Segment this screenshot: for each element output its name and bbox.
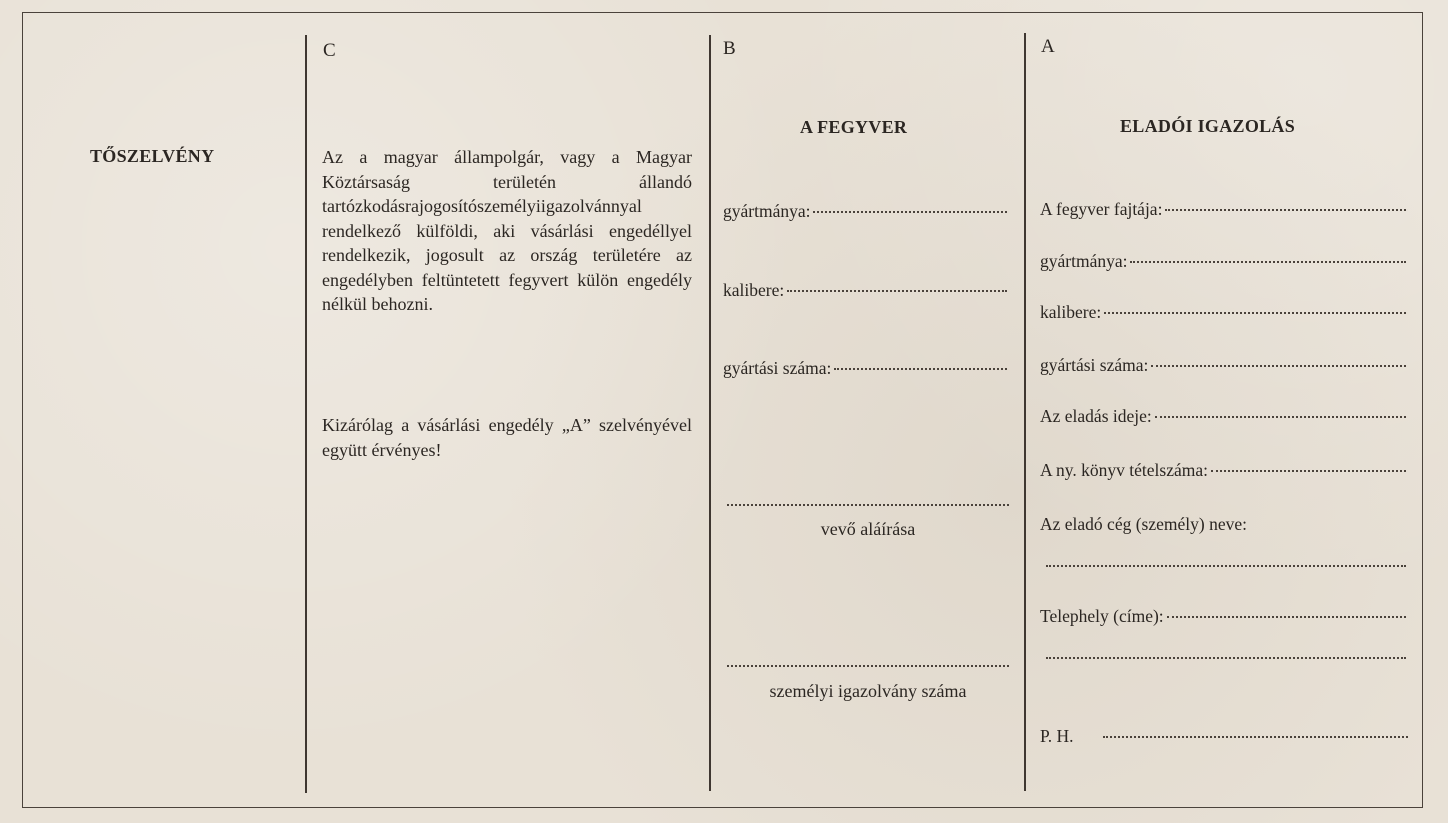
a-manufacturer-label: gyártmánya: [1040, 251, 1128, 271]
a-serial-label: gyártási száma: [1040, 355, 1149, 375]
a-serial-field[interactable] [1040, 355, 1406, 376]
a-caliber-field[interactable] [1040, 302, 1406, 323]
a-seller-name-blank[interactable] [1046, 565, 1406, 567]
a-caliber-blank[interactable] [1104, 312, 1406, 314]
b-serial-label: gyártási száma: [723, 358, 832, 378]
a-type-blank[interactable] [1165, 209, 1406, 211]
buyer-signature-caption: vevő aláírása [820, 519, 916, 539]
a-sale-date-label: Az eladás ideje: [1040, 406, 1152, 426]
id-number-line[interactable] [727, 665, 1009, 667]
a-ledger-blank[interactable] [1211, 470, 1406, 472]
a-site-label: Telephely (címe): [1040, 606, 1164, 626]
b-caliber-field[interactable] [723, 280, 1007, 301]
stamp-field[interactable] [1040, 726, 1408, 747]
a-type-field[interactable] [1040, 199, 1406, 220]
b-serial-field[interactable] [723, 358, 1007, 379]
a-manufacturer-field[interactable] [1040, 251, 1406, 272]
divider-c-b [709, 35, 711, 791]
a-seller-name-field [1040, 514, 1247, 535]
a-ledger-label: A ny. könyv tételszáma: [1040, 460, 1208, 480]
section-c-letter: C [323, 40, 336, 61]
buyer-signature-line[interactable] [727, 504, 1009, 506]
id-number-caption: személyi igazolvány száma [769, 681, 967, 701]
a-sale-date-blank[interactable] [1155, 416, 1406, 418]
divider-b-a [1024, 33, 1026, 791]
a-sale-date-field[interactable] [1040, 406, 1406, 427]
a-site-blank[interactable] [1167, 616, 1406, 618]
section-b-title: A FEGYVER [800, 117, 908, 137]
a-manufacturer-blank[interactable] [1130, 261, 1406, 263]
section-c-paragraph-2: Kizárólag a vásárlási engedély „A” szelvényével együtt érvényes! [322, 415, 692, 460]
stamp-blank[interactable] [1103, 736, 1408, 738]
b-manufacturer-field[interactable] [723, 201, 1007, 222]
a-ledger-field[interactable] [1040, 460, 1406, 481]
a-site-blank-line-2[interactable] [1046, 657, 1406, 659]
a-serial-blank[interactable] [1151, 365, 1406, 367]
a-type-label: A fegyver fajtája: [1040, 199, 1163, 219]
divider-stub-c [305, 35, 307, 793]
section-b-letter: B [723, 38, 736, 59]
b-caliber-label: kalibere: [723, 280, 785, 300]
b-caliber-blank[interactable] [787, 290, 1007, 292]
section-c-paragraph-1: Az a magyar állampolgár, vagy a Magyar Köztársaság területén állandó tartózkodásrajogosítószemélyiigazolvánnyal rendelkező külföldi, aki vásárlási engedéllyel rendelkezik, jogosult az ország területére az engedélyben feltüntetett fegyvert külön engedély nélkül behozni. [322, 147, 692, 314]
section-a-letter: A [1041, 36, 1055, 57]
stamp-label: P. H. [1040, 726, 1074, 746]
a-seller-name-label: Az eladó cég (személy) neve: [1040, 514, 1247, 534]
stub-title: TŐSZELVÉNY [90, 146, 215, 166]
b-manufacturer-label: gyártmánya: [723, 201, 811, 221]
section-a-title: ELADÓI IGAZOLÁS [1120, 116, 1296, 136]
a-caliber-label: kalibere: [1040, 302, 1102, 322]
b-manufacturer-blank[interactable] [813, 211, 1007, 213]
b-serial-blank[interactable] [834, 368, 1007, 370]
a-site-field[interactable] [1040, 606, 1406, 627]
